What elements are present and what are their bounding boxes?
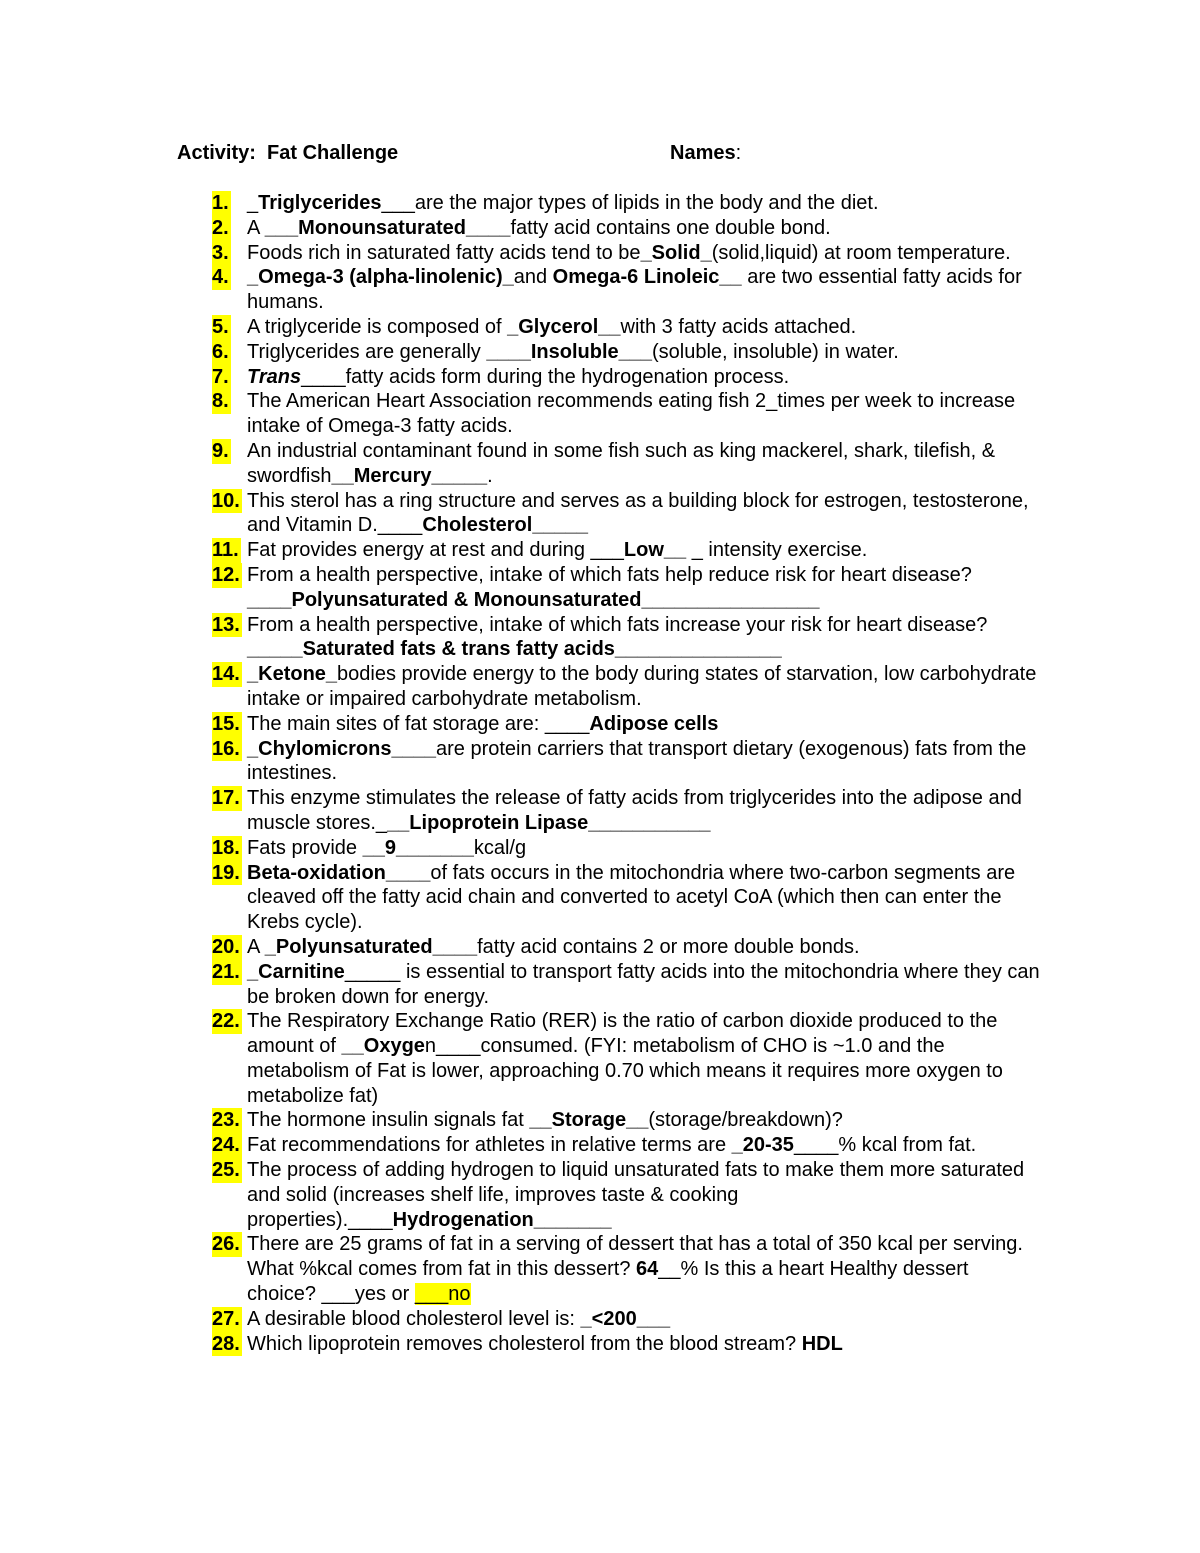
question-item (212, 389, 1042, 439)
question-segment: The main sites of fat storage are: ____ (247, 712, 590, 735)
question-item (212, 563, 1042, 613)
question-segment: bodies provide energy to the body during states of starvation, low carbohydrate intake or impaired carbohydrate metabolism. (247, 663, 1037, 710)
question-number: 16. (212, 737, 240, 760)
question-text (247, 960, 1042, 1010)
question-segment: A (247, 216, 265, 239)
question-segment: are protein carriers that transport dietary (exogenous) fats from the intestines. (247, 737, 1027, 785)
question-segment: Triglycerides are generally (247, 340, 487, 363)
question-number: 25. (212, 1159, 240, 1182)
question-segment: of fats occurs in the mitochondria where two-carbon segments are cleaved off the fatty acid chain and converted to acetyl CoA (which then can enter the Krebs cycle). (247, 861, 1016, 934)
question-segment: . (487, 464, 493, 487)
names-colon: : (735, 142, 742, 164)
question-number: 24. (212, 1134, 240, 1157)
answer-text: HDL (801, 1332, 843, 1355)
question-number: 18. (212, 836, 240, 859)
question-segment: There are 25 grams of fat in a serving of dessert that has a total of 350 kcal per serving. What %kcal comes from fat in this dessert? (247, 1233, 1023, 1281)
question-text (247, 191, 1042, 216)
question-number: 13. (212, 613, 240, 636)
question-list (212, 191, 1042, 1356)
question-segment: (soluble, insoluble) in water. (652, 340, 899, 363)
answer-text: Trans (247, 365, 302, 388)
question-item (212, 1332, 1042, 1357)
question-item (212, 1307, 1042, 1332)
question-text (247, 365, 1042, 390)
answer-text: Adipose cells (589, 712, 719, 735)
question-number: 20. (212, 935, 240, 958)
question-segment: _ intensity exercise. (686, 539, 868, 562)
question-number: 6. (212, 340, 229, 363)
question-segment: with 3 fatty acids attached. (620, 315, 857, 338)
answer-text: _<200___ (580, 1307, 671, 1330)
question-number: 8. (212, 390, 229, 413)
answer-text: _20-35 (731, 1134, 794, 1157)
question-item (212, 439, 1042, 489)
answer-text: Beta-oxidation____ (247, 861, 431, 884)
names-label (670, 142, 741, 165)
answer-text: ____Insoluble___ (486, 340, 653, 363)
answer-text: ____Polyunsaturated & Monounsaturated________________ (247, 588, 820, 611)
question-segment: ____% kcal from fat. (793, 1134, 977, 1157)
question-number: 1. (212, 192, 229, 214)
question-item (212, 737, 1042, 787)
question-item (212, 538, 1042, 563)
answer-text: Triglycerides (258, 192, 382, 214)
answer-text: 64 (636, 1258, 659, 1281)
question-item (212, 960, 1042, 1010)
question-text (247, 613, 1042, 663)
question-number: 11. (212, 539, 239, 562)
question-segment: ___no (414, 1283, 471, 1306)
question-item (212, 265, 1042, 315)
question-number: 17. (212, 787, 240, 810)
question-segment: _ (247, 192, 259, 214)
answer-text: __Storage__ (529, 1109, 649, 1132)
question-item (212, 340, 1042, 365)
question-item (212, 786, 1042, 836)
activity-title: Activity: Fat Challenge (177, 142, 399, 164)
question-item (212, 712, 1042, 737)
question-item (212, 1232, 1042, 1306)
question-item (212, 216, 1042, 241)
question-number: 14. (212, 663, 240, 686)
question-text (247, 1232, 1042, 1306)
question-text (247, 241, 1042, 266)
question-text (247, 662, 1042, 712)
question-segment: From a health perspective, intake of which fats increase your risk for heart disease? (247, 613, 988, 636)
question-item (212, 662, 1042, 712)
question-item (212, 836, 1042, 861)
question-segment: An industrial contaminant found in some fish such as king mackerel, shark, tilefish, & swordfish (247, 439, 996, 487)
question-text (247, 1009, 1042, 1108)
question-item (212, 191, 1042, 216)
question-item (212, 365, 1042, 390)
question-text (247, 737, 1042, 787)
question-segment: A triglyceride is composed of (247, 315, 508, 338)
question-segment: Fat provides energy at rest and during ___ (247, 539, 624, 562)
question-text (247, 1133, 1042, 1158)
question-text (247, 1158, 1042, 1232)
question-segment: Foods rich in saturated fatty acids tend to be (247, 241, 641, 264)
question-segment: A (247, 935, 265, 958)
question-text (247, 439, 1042, 489)
question-number: 19. (212, 861, 240, 884)
question-segment: This enzyme stimulates the release of fatty acids from triglycerides into the adipose and muscle stores._ (247, 787, 1022, 834)
answer-text: Omega-6 Linoleic__ (552, 266, 742, 289)
answer-text: _Glycerol__ (507, 315, 621, 338)
answer-text: _Polyunsaturated____ (264, 935, 478, 958)
question-segment: A desirable blood cholesterol level is: (247, 1307, 581, 1330)
question-number: 7. (212, 365, 229, 388)
question-text (247, 563, 1042, 613)
answer-text: _Chylomicrons____ (247, 737, 436, 760)
question-segment: kcal/g (473, 836, 527, 859)
question-item (212, 1158, 1042, 1232)
question-item (212, 613, 1042, 663)
question-segment: Which lipoprotein removes cholesterol from the blood stream? (247, 1332, 802, 1355)
question-number: 26. (212, 1233, 240, 1256)
question-number: 10. (212, 489, 240, 512)
question-segment: This sterol has a ring structure and serves as a building block for estrogen, testosterone, and Vitamin D.____ (247, 489, 1029, 537)
question-text (247, 836, 1042, 861)
question-segment: The process of adding hydrogen to liquid unsaturated fats to make them more saturated and solid (increases shelf life, improves taste & cooking properties).____ (247, 1159, 1025, 1231)
answer-text: __9_______ (362, 836, 474, 859)
question-item (212, 1009, 1042, 1108)
question-segment: fatty acid contains one double bond. (510, 216, 831, 239)
question-number: 9. (212, 439, 229, 462)
question-segment: The hormone insulin signals fat (247, 1109, 530, 1132)
question-text (247, 265, 1042, 315)
question-segment: fatty acid contains 2 or more double bonds. (477, 935, 860, 958)
question-number: 22. (212, 1010, 240, 1033)
question-item (212, 861, 1042, 935)
question-segment: The American Heart Association recommends eating fish 2_times per week to increase intake of Omega-3 fatty acids. (247, 390, 1016, 438)
question-segment: and (513, 266, 553, 289)
question-text (247, 786, 1042, 836)
page-header (177, 142, 1077, 168)
question-item (212, 315, 1042, 340)
question-number: 27. (212, 1307, 240, 1330)
answer-text: _Carnitine (247, 960, 345, 983)
question-text (247, 315, 1042, 340)
question-segment: ____fatty acids form during the hydrogenation process. (301, 365, 790, 388)
question-number: 15. (212, 712, 240, 735)
question-text (247, 216, 1042, 241)
answer-text: ___Monounsaturated____ (264, 216, 511, 239)
question-number: 3. (212, 241, 229, 264)
question-text (247, 389, 1042, 439)
answer-text: Hydrogenation_______ (392, 1208, 612, 1231)
question-number: 23. (212, 1109, 240, 1132)
question-segment: (storage/breakdown)? (648, 1109, 843, 1132)
question-text (247, 538, 1042, 563)
question-segment: _____ is essential to transport fatty acids into the mitochondria where they can be broken down for energy. (247, 960, 1040, 1008)
question-item (212, 935, 1042, 960)
question-segment: Fat recommendations for athletes in relative terms are (247, 1134, 732, 1157)
question-number: 4. (212, 266, 229, 289)
question-item (212, 1133, 1042, 1158)
question-item (212, 489, 1042, 539)
question-item (212, 241, 1042, 266)
answer-text: _Ketone_ (247, 663, 338, 686)
answer-text: __Mercury_____ (331, 464, 488, 487)
answer-text: Cholesterol_____ (422, 514, 588, 537)
question-number: 2. (212, 216, 229, 239)
question-number: 28. (212, 1332, 240, 1355)
question-segment: (solid,liquid) at room temperature. (711, 241, 1011, 264)
question-segment: Fats provide (247, 836, 363, 859)
answer-text: _Solid_ (640, 241, 712, 264)
question-text (247, 712, 1042, 737)
answer-text: _Omega-3 (alpha-linolenic)_ (247, 266, 514, 289)
answer-text: Low__ (623, 539, 687, 562)
question-number: 21. (212, 960, 240, 983)
question-text (247, 935, 1042, 960)
question-segment: n____consumed. (FYI: metabolism of CHO is ~1.0 and the metabolism of Fat is lower, approaching 0.70 which means it requires more oxygen to metabolize fat) (247, 1035, 1003, 1107)
question-text (247, 489, 1042, 539)
question-segment: ___are the major types of lipids in the body and the diet. (381, 192, 879, 214)
question-segment: are two essential fatty acids for humans. (247, 266, 1022, 314)
question-segment: From a health perspective, intake of which fats help reduce risk for heart disease? (247, 563, 972, 586)
answer-text: _____Saturated fats & trans fatty acids_______________ (247, 638, 782, 661)
question-text (247, 861, 1042, 935)
question-segment: The Respiratory Exchange Ratio (RER) is the ratio of carbon dioxide produced to the amount of (247, 1010, 998, 1058)
question-segment: __% Is this a heart Healthy dessert choice? ___yes or (247, 1258, 969, 1306)
names-label-text: Names (670, 142, 736, 164)
question-text (247, 340, 1042, 365)
answer-text: __Oxyge (341, 1035, 425, 1058)
question-text (247, 1108, 1042, 1133)
question-text (247, 1307, 1042, 1332)
answer-text: __Lipoprotein Lipase___________ (387, 811, 711, 834)
question-item (212, 1108, 1042, 1133)
question-text (247, 1332, 1042, 1357)
question-number: 12. (212, 563, 240, 586)
question-number: 5. (212, 315, 229, 338)
